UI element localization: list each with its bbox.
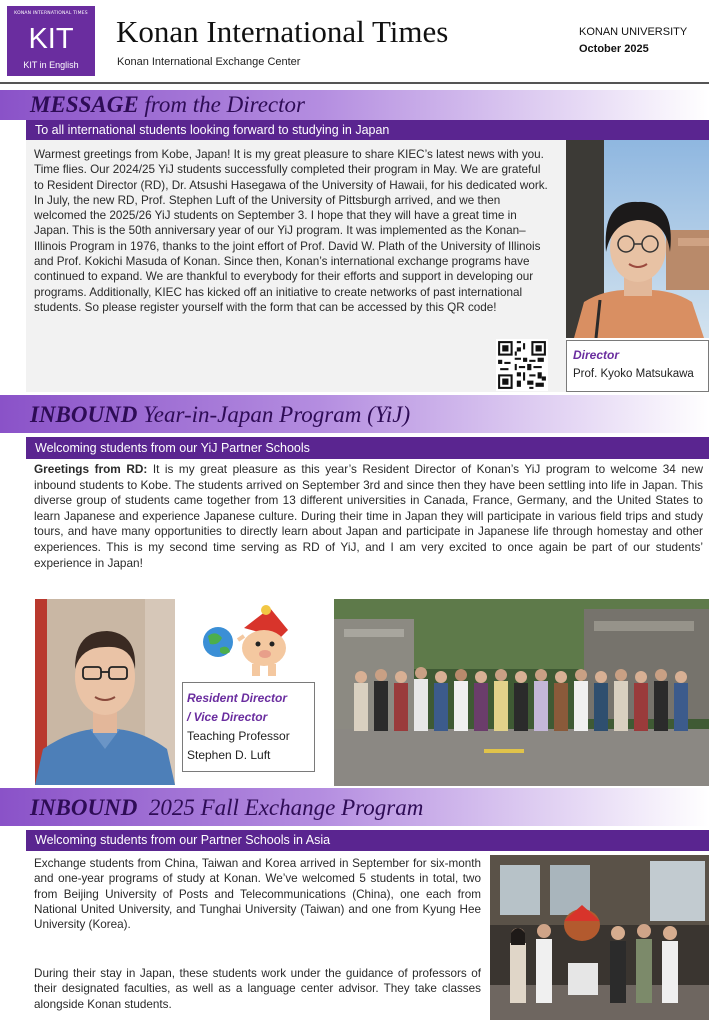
fall-body-paragraph-1: Exchange students from China, Taiwan and Korea arrived in September for six-month and one-year programs of study at Konan. We’ve welcomed 5 students in total, two from Beijing University of Posts and Telecommunications (China), one each from National United University, and Tunghai University (Taiwan) and one from Kyung Hee University (Korea). [34, 857, 481, 932]
logo-top-text: KONAN INTERNATIONAL TIMES [14, 11, 88, 16]
director-photo [566, 140, 709, 338]
message-subheading-strip: To all international students looking forward to studying in Japan [26, 120, 709, 140]
university-name: KONAN UNIVERSITY [579, 26, 688, 38]
yij-heading-bold: INBOUND [30, 402, 138, 427]
yij-heading-rest: Year-in-Japan Program (YiJ) [137, 402, 411, 427]
resident-director-caption [182, 682, 315, 772]
director-role: Director [573, 348, 620, 362]
yij-body-text: It is my great pleasure as this year’s Resident Director of Konan’s YiJ program to welcome 34 new inbound students to Kobe. The students arrived on September 3rd and since then they have been settling into life in Japan. This diverse group of students came together from 13 different universities in Canada, France, Germany, and the United States to learn Japanese and experience Japanese culture. During their time in Japan they will participate in various field trips and study tours, and have many opportunities to directly learn about Japan and participate in Japanese life through homestay and other experiences. This is my second time serving as RD of YiJ, and I am very excited to once again be part of our students’ experience in Japan! [34, 462, 703, 570]
masthead [0, 0, 709, 84]
message-heading-band [0, 90, 709, 120]
qr-code-icon[interactable] [496, 339, 548, 391]
newsletter-title: Konan International Times [116, 14, 449, 49]
logo-caption: KIT in English [23, 60, 79, 70]
fall-heading-rest: 2025 Fall Exchange Program [137, 795, 424, 820]
rd-title: Teaching Professor [187, 729, 290, 743]
fall-subheading-strip: Welcoming students from our Partner Schools in Asia [26, 830, 709, 851]
fall-heading [30, 795, 423, 821]
director-caption [566, 340, 709, 392]
fall-heading-bold: INBOUND [30, 795, 138, 820]
yij-heading-band [0, 395, 709, 433]
yij-group-photo [334, 599, 709, 786]
rd-name: Stephen D. Luft [187, 748, 271, 762]
logo-wordmark: KIT [28, 23, 74, 55]
resident-director-photo [35, 599, 175, 785]
mascot-illustration [200, 600, 295, 678]
yij-body-lead: Greetings from RD: [34, 462, 148, 476]
fall-heading-band [0, 788, 709, 826]
message-body: Warmest greetings from Kobe, Japan! It is my great pleasure to share KIEC’s latest news with you. Time flies. Our 2024/25 YiJ students successfully completed their program in May. We are grateful to Resident Director (RD), Dr. Atsushi Hasegawa of the University of Hawaii, for his dedicated work. In July, the new RD, Prof. Stephen Luft of the University of Pittsburgh arrived, and we then welcomed the 2025/26 YiJ students on September 3. I hope that they will have a great time in Japan. This is the 50th anniversary year of our YiJ program. It was implemented as the Konan–Illinois Program in 1976, thanks to the joint effort of Prof. David W. Plath of the University of Illinois and Prof. Kokichi Masuda of Konan. Since then, Konan’s international exchange programs have continued to expand. We are thankful to everybody for their efforts and support in developing our programs. Additionally, KIEC has kicked off an initiative to create networks of past international students. So please register yourself with the form that can be accessed by this QR code! [34, 148, 548, 314]
rd-role-line-2: / Vice Director [187, 710, 268, 724]
message-heading [30, 92, 305, 118]
newsletter-subtitle: Konan International Exchange Center [117, 56, 301, 68]
director-name: Prof. Kyoko Matsukawa [573, 368, 694, 380]
fall-body-paragraph-2: During their stay in Japan, these students work under the guidance of professors of their designated faculties, as well as a language center advisor. They take classes alongside Konan students. [34, 967, 481, 1011]
yij-body [34, 462, 703, 571]
yij-heading [30, 402, 410, 428]
yij-subheading-strip: Welcoming students from our YiJ Partner Schools [26, 437, 709, 459]
masthead-divider [0, 82, 709, 84]
message-heading-rest: from the Director [138, 92, 305, 117]
fall-exchange-group-photo [490, 855, 709, 1020]
issue-date: October 2025 [579, 43, 649, 55]
kit-logo [7, 6, 95, 76]
rd-role-line-1: Resident Director [187, 691, 288, 705]
message-heading-bold: MESSAGE [30, 92, 139, 117]
